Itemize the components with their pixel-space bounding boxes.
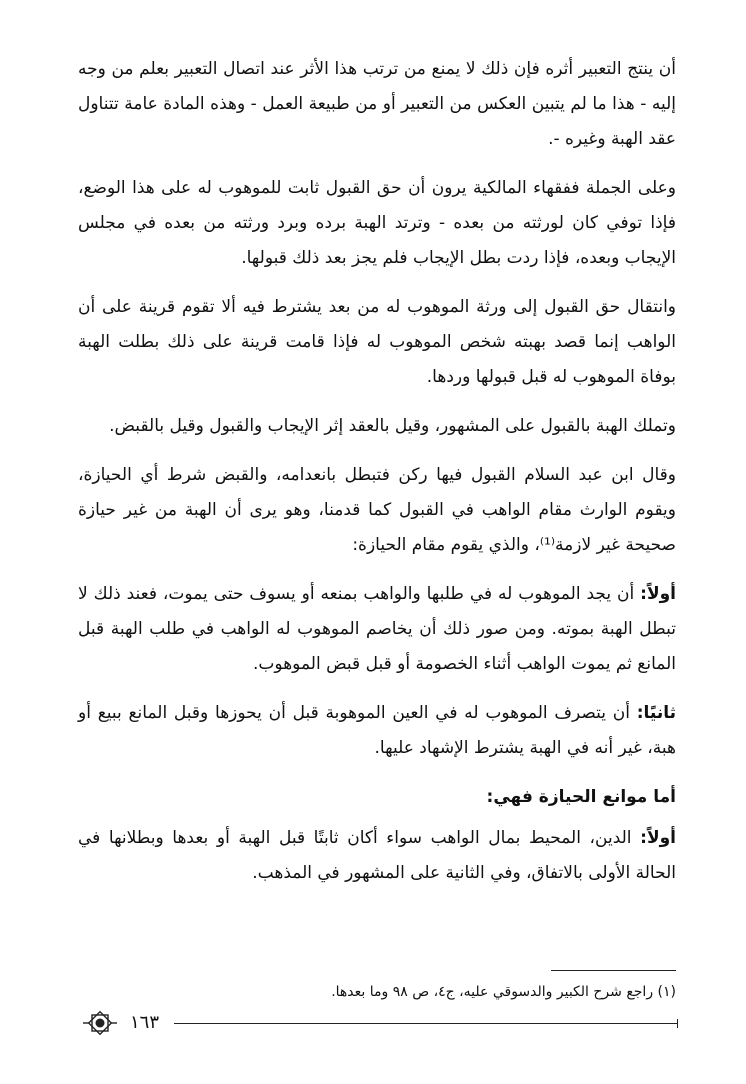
paragraph-3 (78, 290, 676, 395)
paragraph-text: وتملك الهبة بالقبول على المشهور، وقيل بالعقد إثر الإيجاب والقبول وقيل بالقبض. (109, 416, 676, 436)
page-footer (82, 1008, 678, 1038)
paragraph-text: وانتقال حق القبول إلى ورثة الموهوب له من بعد يشترط فيه ألا تقوم قرينة على أن الواهب إنما قصد بهبته شخص الموهوب له فإذا قامت قرينة على ذلك بطلت الهبة بوفاة الموهوب له قبل قبولها وردها. (78, 297, 676, 387)
paragraph-lead: أولاً: (640, 828, 676, 848)
paragraph-7 (78, 696, 676, 766)
paragraph-text: أن يجد الموهوب له في طلبها والواهب بمنعه أو يسوف حتى يموت، فعند ذلك لا تبطل الهبة بموته. ومن صور ذلك أن يخاصم الموهوب له الواهب في طلب الهبة قبل المانع ثم يموت الواهب أثناء الخصومة أو قبل قبض الموهوب. (78, 584, 676, 674)
paragraph-text: أن ينتج التعبير أثره فإن ذلك لا يمنع من ترتب هذا الأثر عند اتصال التعبير بعلم من وجه إليه - هذا ما لم يتبين العكس من التعبير أو من طبيعة العمل - وهذه المادة عامة تتناول عقد الهبة وغيره -. (78, 59, 676, 149)
paragraph-5 (78, 458, 676, 563)
paragraph-text: وقال ابن عبد السلام القبول فيها ركن فتبطل بانعدامه، والقبض شرط أي الحيازة، ويقوم الوارث مقام الواهب في القبول كما قدمنا، وهو يرى أن الهبة من غير حيازة صحيحة غير لازمة⁽¹⁾، والذي يقوم مقام الحيازة: (78, 465, 676, 555)
footnote: (١) راجع شرح الكبير والدسوقي عليه، ج٤، ص ٩٨ وما بعدها. (331, 984, 676, 1000)
paragraph-4 (78, 409, 676, 444)
paragraph-text: أن يتصرف الموهوب له في العين الموهوبة قبل أن يحوزها وقبل المانع ببيع أو هبة، غير أنه في الهبة يشترط الإشهاد عليها. (78, 703, 676, 758)
paragraph-6 (78, 577, 676, 682)
paragraph-2 (78, 171, 676, 276)
paragraph-final (78, 821, 676, 891)
page-number: ١٦٣ (130, 1012, 160, 1033)
footnote-separator (551, 970, 676, 971)
paragraph-lead: أولاً: (640, 584, 676, 604)
section-heading: أما موانع الحيازة فهي: (486, 787, 676, 807)
page-body (78, 52, 676, 905)
footer-rule (174, 1023, 678, 1024)
paragraph-1 (78, 52, 676, 157)
paragraph-text: وعلى الجملة ففقهاء المالكية يرون أن حق القبول ثابت للموهوب له على هذا الوضع، فإذا توفي كان لورثته من بعده - وترتد الهبة برده وبرد ورثته من بعده في مجلس الإيجاب وبعده، فإذا ردت بطل الإيجاب فلم يجز بعد ذلك قبولها. (78, 178, 676, 268)
paragraph-lead: ثانيًا: (636, 703, 676, 723)
eight-point-star-ornament-icon (82, 1009, 118, 1037)
paragraph-text: الدين، المحيط بمال الواهب سواء أكان ثابتًا قبل الهبة أو بعدها وبطلانها في الحالة الأولى بالاتفاق، وفي الثانية على المشهور في المذهب. (78, 828, 676, 883)
